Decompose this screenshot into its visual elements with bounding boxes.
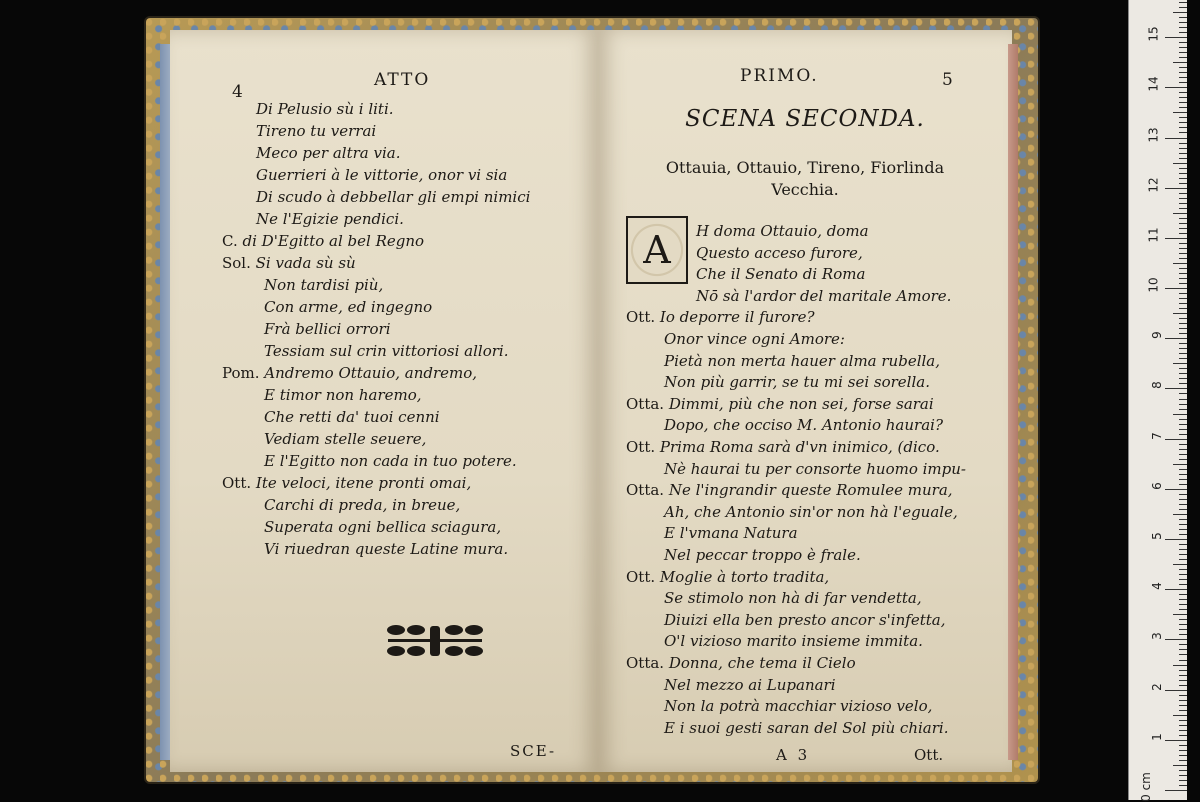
ruler-tick: [1173, 614, 1187, 615]
ruler-tick: [1179, 323, 1187, 324]
ruler-tick: [1173, 715, 1187, 716]
ruler-tick: [1179, 419, 1187, 420]
ruler-tick: [1179, 273, 1187, 274]
text-line: [264, 430, 426, 448]
verse-text: Tireno tu verrai: [256, 122, 377, 140]
text-line: [664, 524, 798, 542]
verse-text: O'l vizioso marito insieme immita.: [664, 632, 923, 651]
ruler-tick: [1179, 303, 1187, 304]
text-line: [696, 265, 865, 283]
verse-text: Dimmi, più che non sei, forse sarai: [668, 394, 934, 413]
verse-text: E i suoi gesti saran del Sol più chiari.: [664, 718, 949, 737]
ruler-tick: [1179, 383, 1187, 384]
ruler-tick: [1165, 288, 1187, 289]
ruler-tick: [1173, 263, 1187, 264]
ruler-tick: [1179, 32, 1187, 33]
ruler-tick: [1179, 444, 1187, 445]
verse-text: Che retti da' tuoi cenni: [264, 408, 440, 426]
ruler-tick: [1179, 579, 1187, 580]
text-line: [664, 676, 836, 694]
text-line: [664, 416, 943, 434]
ruler-tick: [1179, 509, 1187, 510]
text-line: [264, 496, 460, 514]
ruler-tick: [1179, 700, 1187, 701]
ruler-tick: [1179, 268, 1187, 269]
ruler-tick: [1173, 514, 1187, 515]
ruler-tick: [1179, 253, 1187, 254]
ruler-tick: [1179, 82, 1187, 83]
ruler-tick: [1179, 102, 1187, 103]
ruler-tick: [1179, 293, 1187, 294]
verse-text: Se stimolo non hà di far vendetta,: [664, 589, 922, 608]
ruler-tick: [1165, 489, 1187, 490]
verse-text: Si vada sù sù: [255, 254, 356, 272]
verse-text: Diuizi ella ben presto ancor s'infetta,: [664, 610, 946, 629]
ruler-tick: [1179, 494, 1187, 495]
ruler-tick: [1179, 730, 1187, 731]
ruler-tick: [1165, 539, 1187, 540]
ruler-label: 8: [1150, 381, 1165, 390]
ruler-tick: [1179, 173, 1187, 174]
scene-title: SCENA SECONDA.: [685, 106, 925, 132]
ruler-tick: [1179, 143, 1187, 144]
ruler-tick: [1179, 574, 1187, 575]
ruler-tick: [1179, 584, 1187, 585]
verse-text: Vi riuedran queste Latine mura.: [264, 540, 509, 558]
verse-text: Pietà non merta hauer alma rubella,: [664, 351, 941, 370]
ruler-tick: [1165, 338, 1187, 339]
ruler-tick: [1179, 644, 1187, 645]
ruler-tick: [1179, 117, 1187, 118]
ruler-tick: [1179, 624, 1187, 625]
ruler-tick: [1179, 534, 1187, 535]
ruler-label: 6: [1150, 482, 1165, 490]
left-page: [170, 30, 599, 772]
ruler-tick: [1179, 549, 1187, 550]
speaker-label: Ott.: [626, 308, 656, 327]
ruler-tick: [1173, 414, 1187, 415]
text-line: [222, 232, 424, 250]
ruler-tick: [1179, 218, 1187, 219]
ruler-label: 14: [1146, 76, 1161, 92]
ruler-tick: [1173, 665, 1187, 666]
text-line: [664, 719, 948, 737]
ruler-tick: [1179, 2, 1187, 3]
ruler-tick: [1179, 750, 1187, 751]
ruler-label: 9: [1150, 331, 1165, 340]
ruler-tick: [1179, 409, 1187, 410]
left-running-head: ATTO: [374, 70, 431, 90]
ruler-tick: [1179, 7, 1187, 8]
ruler-tick: [1179, 619, 1187, 620]
ruler-tick: [1179, 609, 1187, 610]
ruler-tick: [1179, 353, 1187, 354]
ruler-tick: [1173, 313, 1187, 314]
text-line: [264, 320, 391, 338]
text-line: [264, 386, 422, 404]
ruler-tick: [1179, 127, 1187, 128]
ruler-tick: [1179, 434, 1187, 435]
ruler-tick: [1179, 755, 1187, 756]
ruler-tick: [1179, 378, 1187, 379]
verse-text: Nō sà l'ardor del maritale Amore.: [696, 286, 952, 305]
ruler-tick: [1173, 213, 1187, 214]
text-line: [256, 100, 394, 118]
ruler-label: 13: [1146, 126, 1161, 143]
right-catchword: Ott.: [914, 746, 944, 764]
ruler-tick: [1179, 680, 1187, 681]
ruler-tick: [1179, 725, 1187, 726]
verse-text: Questo acceso furore,: [696, 243, 863, 262]
right-page: [598, 30, 1012, 772]
ruler-label: 15: [1146, 26, 1161, 42]
speaker-label: Otta.: [626, 481, 665, 500]
ruler-tick: [1179, 122, 1187, 123]
text-line: [264, 540, 508, 558]
ruler-label: 12: [1146, 177, 1161, 193]
ruler-tick: [1179, 735, 1187, 736]
ruler-tick: [1179, 484, 1187, 485]
text-line: [696, 222, 869, 240]
ruler-tick: [1179, 604, 1187, 605]
verse-text: Frà bellici orrori: [264, 320, 391, 338]
ruler-tick: [1179, 22, 1187, 23]
ruler-tick: [1179, 258, 1187, 259]
ornament-icon: [384, 622, 486, 660]
ruler-label: 11: [1146, 227, 1161, 243]
verse-text: Andremo Ottauio, andremo,: [264, 364, 478, 382]
ruler-tick: [1179, 343, 1187, 344]
ruler-tick: [1165, 37, 1187, 38]
ruler-tick: [1179, 283, 1187, 284]
speaker-label: Sol.: [222, 254, 251, 272]
verse-text: Dopo, che occiso M. Antonio haurai?: [664, 416, 943, 435]
ruler-tick: [1179, 107, 1187, 108]
verse-text: E l'vmana Natura: [664, 524, 798, 543]
ruler-tick: [1179, 368, 1187, 369]
ruler-tick: [1179, 223, 1187, 224]
verse-text: Meco per altra via.: [256, 144, 401, 162]
right-running-head: PRIMO.: [740, 66, 819, 86]
text-line: [256, 144, 401, 162]
ruler-tick: [1173, 62, 1187, 63]
text-line: [626, 395, 934, 413]
book-edge-right: [1008, 44, 1018, 760]
verse-text: Ite veloci, itene pronti omai,: [255, 474, 472, 492]
verse-text: Non tardisi più,: [264, 276, 384, 294]
ruler-tick: [1179, 132, 1187, 133]
speaker-label: Ott.: [222, 474, 252, 492]
ruler-label: 10: [1146, 277, 1161, 293]
ruler-tick: [1179, 429, 1187, 430]
ruler-tick: [1179, 454, 1187, 455]
text-line: [256, 166, 507, 184]
ruler-tick: [1179, 629, 1187, 630]
text-line: [664, 503, 958, 521]
verse-text: Non la potrà macchiar vizioso velo,: [664, 697, 933, 716]
ruler-tick: [1179, 17, 1187, 18]
ruler-tick: [1179, 333, 1187, 334]
verse-text: Ah, che Antonio sin'or non hà l'eguale,: [664, 502, 958, 521]
ruler-tick: [1179, 479, 1187, 480]
cast-line-1: Ottauia, Ottauio, Tireno, Fiorlinda: [665, 158, 945, 177]
ruler-tick: [1165, 790, 1187, 791]
text-line: [264, 298, 432, 316]
drop-cap-initial: A: [626, 216, 688, 284]
ruler-tick: [1179, 524, 1187, 525]
verse-text: Di Pelusio sù i liti.: [256, 100, 394, 118]
verse-text: Di scudo à debbellar gli empi nimici: [256, 188, 531, 206]
text-line: [264, 342, 509, 360]
text-line: [626, 654, 856, 672]
ruler-tick: [1179, 148, 1187, 149]
ruler-tick: [1179, 183, 1187, 184]
ruler-tick: [1165, 690, 1187, 691]
ruler-tick: [1165, 188, 1187, 189]
ruler-tick: [1179, 228, 1187, 229]
text-line: [264, 408, 440, 426]
text-line: [664, 352, 940, 370]
text-line: [696, 287, 951, 305]
speaker-label: C.: [222, 232, 238, 250]
verse-text: Io deporre il furore?: [659, 308, 815, 327]
speaker-label: Ott.: [626, 438, 656, 456]
ruler-tick: [1179, 760, 1187, 761]
ruler-tick: [1173, 765, 1187, 766]
text-line: [664, 330, 845, 348]
ruler-tick: [1179, 193, 1187, 194]
ruler-tick: [1179, 178, 1187, 179]
ruler-tick: [1179, 594, 1187, 595]
ruler-tick: [1179, 399, 1187, 400]
ruler-label: 2: [1150, 682, 1165, 691]
ruler-tick: [1179, 248, 1187, 249]
ruler-tick: [1179, 554, 1187, 555]
ruler-tick: [1179, 52, 1187, 53]
verse-text: Ne l'ingrandir queste Romulee mura,: [668, 481, 953, 500]
signature-mark: A 3: [776, 746, 811, 764]
text-line: [256, 210, 404, 228]
left-catchword: SCE-: [510, 742, 557, 760]
ruler-tick: [1179, 695, 1187, 696]
ruler-tick: [1179, 393, 1187, 394]
speaker-label: Otta.: [626, 394, 665, 413]
verse-text: E timor non haremo,: [264, 386, 422, 404]
ruler-tick: [1179, 660, 1187, 661]
ruler-tick: [1173, 112, 1187, 113]
ruler-tick: [1179, 243, 1187, 244]
ruler-tick: [1179, 328, 1187, 329]
verse-text: E l'Egitto non cada in tuo potere.: [264, 452, 517, 470]
left-page-number: 4: [232, 82, 243, 102]
speaker-label: Otta.: [626, 654, 665, 672]
verse-text: Donna, che tema il Cielo: [668, 654, 856, 672]
ruler-tick: [1179, 710, 1187, 711]
book: [146, 18, 1038, 782]
verse-text: Onor vince ogni Amore:: [664, 330, 845, 348]
text-line: [664, 632, 923, 650]
ruler-tick: [1179, 745, 1187, 746]
ruler-tick: [1173, 564, 1187, 565]
ruler-tick: [1179, 92, 1187, 93]
ruler-tick: [1179, 770, 1187, 771]
verse-text: Con arme, ed ingegno: [264, 298, 433, 316]
ruler-tick: [1179, 42, 1187, 43]
ruler-tick: [1179, 198, 1187, 199]
ruler-tick: [1179, 634, 1187, 635]
ruler-tick: [1179, 67, 1187, 68]
ruler-tick: [1179, 705, 1187, 706]
ruler-tick: [1179, 569, 1187, 570]
ruler-tick: [1179, 318, 1187, 319]
ruler-tick: [1173, 12, 1187, 13]
verse-text: Che il Senato di Roma: [696, 265, 866, 284]
verse-text: Nel peccar troppo è frale.: [664, 546, 861, 564]
text-line: [664, 589, 922, 607]
text-line: [626, 308, 815, 326]
ruler-tick: [1165, 87, 1187, 88]
ruler-tick: [1179, 153, 1187, 154]
verse-text: Vediam stelle seuere,: [264, 430, 427, 448]
ruler-tick: [1165, 388, 1187, 389]
verse-text: Carchi di preda, in breue,: [264, 496, 461, 514]
ruler-tick: [1179, 474, 1187, 475]
verse-text: Nè haurai tu per consorte huomo impu-: [664, 459, 966, 478]
ruler-tick: [1165, 439, 1187, 440]
text-line: [664, 546, 861, 564]
ruler-tick: [1179, 348, 1187, 349]
ruler-tick: [1179, 469, 1187, 470]
ruler-tick: [1179, 77, 1187, 78]
ruler-tick: [1179, 424, 1187, 425]
ruler-tick: [1179, 27, 1187, 28]
verse-text: Nel mezzo ai Lupanari: [664, 675, 836, 694]
text-line: [664, 460, 966, 478]
ruler-label: 4: [1150, 582, 1165, 591]
ruler-tick: [1179, 168, 1187, 169]
verse-text: Non più garrir, se tu mi sei sorella.: [664, 373, 930, 392]
ruler-tick: [1179, 47, 1187, 48]
text-line: [264, 452, 517, 470]
verse-text: H doma Ottauio, doma: [696, 222, 869, 240]
ruler-tick: [1179, 775, 1187, 776]
text-line: [626, 481, 953, 499]
ruler-tick: [1179, 298, 1187, 299]
ruler-tick: [1165, 740, 1187, 741]
ruler-label: 3: [1150, 632, 1165, 641]
verse-text: Prima Roma sarà d'vn inimico, (dico.: [659, 438, 940, 456]
verse-text: Ne l'Egizie pendici.: [256, 210, 404, 228]
ruler-tick: [1173, 163, 1187, 164]
ruler-tick: [1179, 208, 1187, 209]
ruler-tick: [1179, 158, 1187, 159]
ruler-tick: [1179, 649, 1187, 650]
ruler-tick: [1179, 308, 1187, 309]
ruler-tick: [1179, 504, 1187, 505]
text-line: [264, 276, 383, 294]
ruler-tick: [1179, 373, 1187, 374]
right-page-number: 5: [942, 70, 953, 90]
measurement-ruler: [1128, 0, 1187, 800]
text-line: [664, 697, 932, 715]
text-line: [222, 364, 477, 382]
verse-text: Moglie à torto tradita,: [659, 567, 830, 586]
ruler-tick: [1179, 685, 1187, 686]
ruler-tick: [1179, 720, 1187, 721]
verse-text: Guerrieri à le vittorie, onor vi sia: [256, 166, 508, 184]
ruler-tick: [1179, 519, 1187, 520]
ruler-label: 7: [1150, 431, 1165, 440]
text-line: [696, 244, 863, 262]
text-line: [664, 373, 930, 391]
ruler-tick: [1179, 57, 1187, 58]
verse-text: Tessiam sul crin vittoriosi allori.: [264, 342, 509, 360]
ruler-tick: [1179, 404, 1187, 405]
text-line: [256, 188, 530, 206]
ruler-tick: [1179, 654, 1187, 655]
ruler-tick: [1179, 780, 1187, 781]
ruler-tick: [1179, 675, 1187, 676]
ruler-tick: [1179, 559, 1187, 560]
ruler-tick: [1165, 138, 1187, 139]
verse-text: di D'Egitto al bel Regno: [242, 232, 425, 250]
verse-text: Superata ogni bellica sciagura,: [264, 518, 502, 536]
ruler-tick: [1173, 363, 1187, 364]
ruler-tick: [1179, 72, 1187, 73]
ruler-tick: [1179, 203, 1187, 204]
ruler-label: 0 cm: [1139, 772, 1154, 802]
ruler-tick: [1173, 464, 1187, 465]
text-line: [264, 518, 501, 536]
ruler-tick: [1165, 238, 1187, 239]
ruler-tick: [1179, 499, 1187, 500]
text-line: [222, 474, 471, 492]
ruler-tick: [1179, 449, 1187, 450]
text-line: [664, 611, 945, 629]
ruler-tick: [1179, 785, 1187, 786]
ruler-tick: [1179, 233, 1187, 234]
ruler-tick: [1179, 358, 1187, 359]
ruler-label: 1: [1150, 732, 1165, 741]
ruler-tick: [1179, 670, 1187, 671]
ruler-tick: [1165, 589, 1187, 590]
ruler-tick: [1179, 599, 1187, 600]
text-line: [222, 254, 356, 272]
ruler-tick: [1179, 459, 1187, 460]
text-line: [626, 438, 940, 456]
speaker-label: Pom.: [222, 364, 260, 382]
text-line: [626, 568, 829, 586]
ruler-tick: [1165, 639, 1187, 640]
ruler-tick: [1179, 529, 1187, 530]
ruler-tick: [1179, 97, 1187, 98]
ruler-tick: [1179, 544, 1187, 545]
cast-line-2: Vecchia.: [771, 180, 839, 199]
speaker-label: Ott.: [626, 567, 656, 586]
ruler-label: 5: [1150, 532, 1165, 540]
text-line: [256, 122, 376, 140]
ruler-tick: [1179, 278, 1187, 279]
